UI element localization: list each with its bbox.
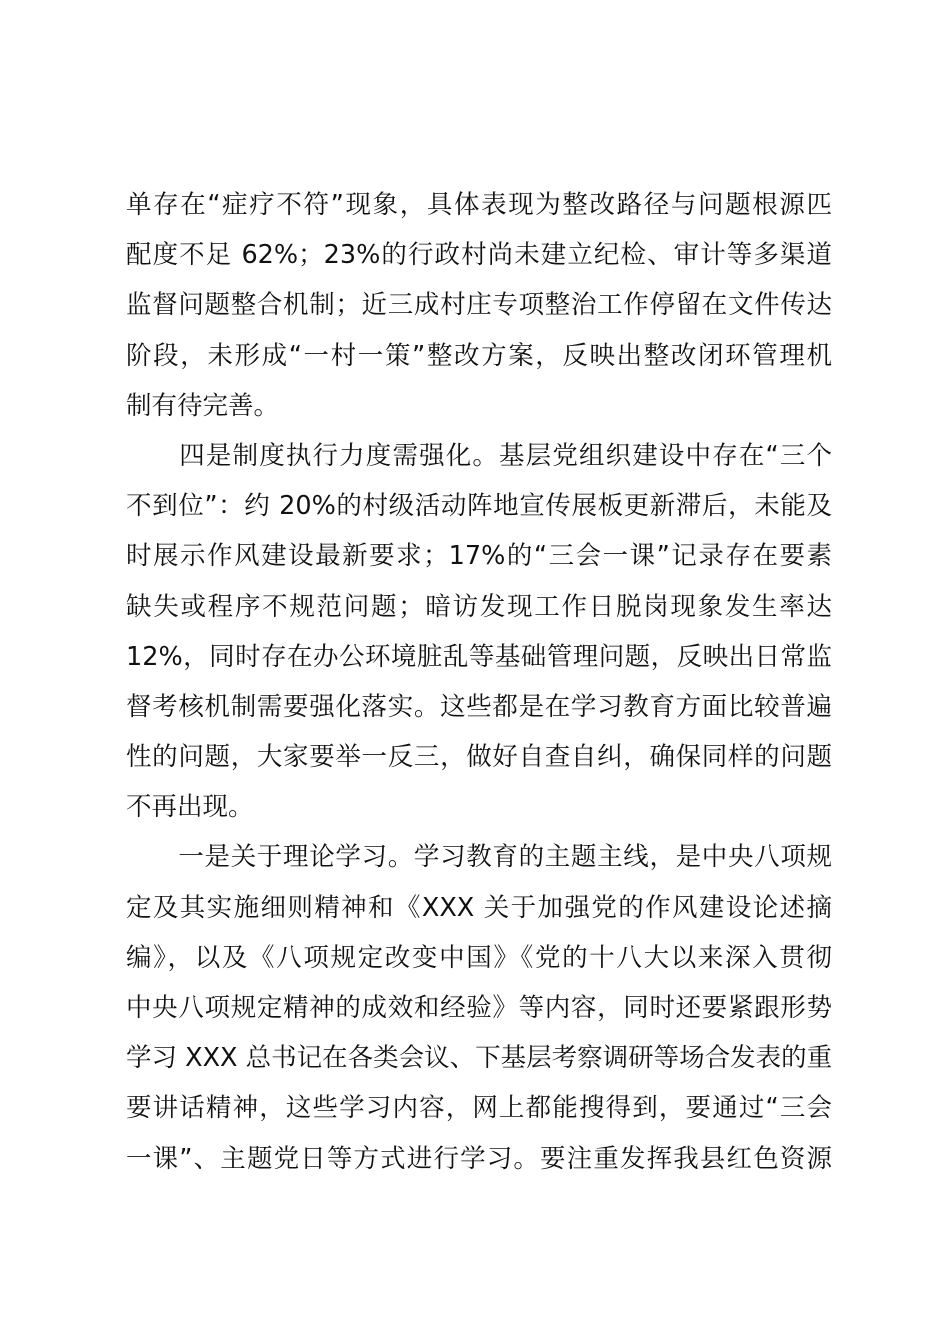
text-line: 学习 XXX 总书记在各类会议、下基层考察调研等场合发表的重 xyxy=(126,1043,832,1074)
text-line: 12%，同时存在办公环境脏乱等基础管理问题，反映出日常监 xyxy=(126,641,832,672)
text-line: 时展示作风建设最新要求；17%的“三会一课”记录存在要素 xyxy=(126,541,832,572)
text-line: 性的问题，大家要举一反三，做好自查自纠，确保同样的问题 xyxy=(126,742,832,773)
document-body xyxy=(126,180,832,1184)
text-line: 不再出现。 xyxy=(126,792,254,823)
text-line: 要讲话精神，这些学习内容，网上都能搜得到，要通过“三会 xyxy=(126,1093,832,1124)
text-line: 单存在“症疗不符”现象，具体表现为整改路径与问题根源匹 xyxy=(126,190,832,220)
text-line: 一课”、主题党日等方式进行学习。要注重发挥我县红色资源 xyxy=(126,1143,832,1174)
text-line: 阶段，未形成“一村一策”整改方案，反映出整改闭环管理机 xyxy=(126,340,832,371)
text-line: 中央八项规定精神的成效和经验》等内容，同时还要紧跟形势 xyxy=(126,993,832,1023)
text-line: 配度不足 62%；23%的行政村尚未建立纪检、审计等多渠道 xyxy=(126,240,832,271)
text-line: 一是关于理论学习。学习教育的主题主线，是中央八项规 xyxy=(126,842,832,873)
text-line: 四是制度执行力度需强化。基层党组织建设中存在“三个 xyxy=(126,440,832,471)
paragraph-rectification-mechanism xyxy=(126,180,832,431)
text-line: 监督问题整合机制；近三成村庄专项整治工作停留在文件传达 xyxy=(126,290,832,321)
text-line: 督考核机制需要强化落实。这些都是在学习教育方面比较普遍 xyxy=(126,691,832,722)
text-line: 不到位”：约 20%的村级活动阵地宣传展板更新滞后，未能及 xyxy=(126,491,832,522)
text-line: 定及其实施细则精神和《XXX 关于加强党的作风建设论述摘 xyxy=(126,892,832,923)
paragraph-system-execution xyxy=(126,431,832,833)
text-line: 制有待完善。 xyxy=(126,390,280,421)
paragraph-theory-study xyxy=(126,832,832,1183)
text-line: 缺失或程序不规范问题；暗访发现工作日脱岗现象发生率达 xyxy=(126,591,832,622)
text-line: 编》，以及《八项规定改变中国》《党的十八大以来深入贯彻 xyxy=(126,942,832,973)
